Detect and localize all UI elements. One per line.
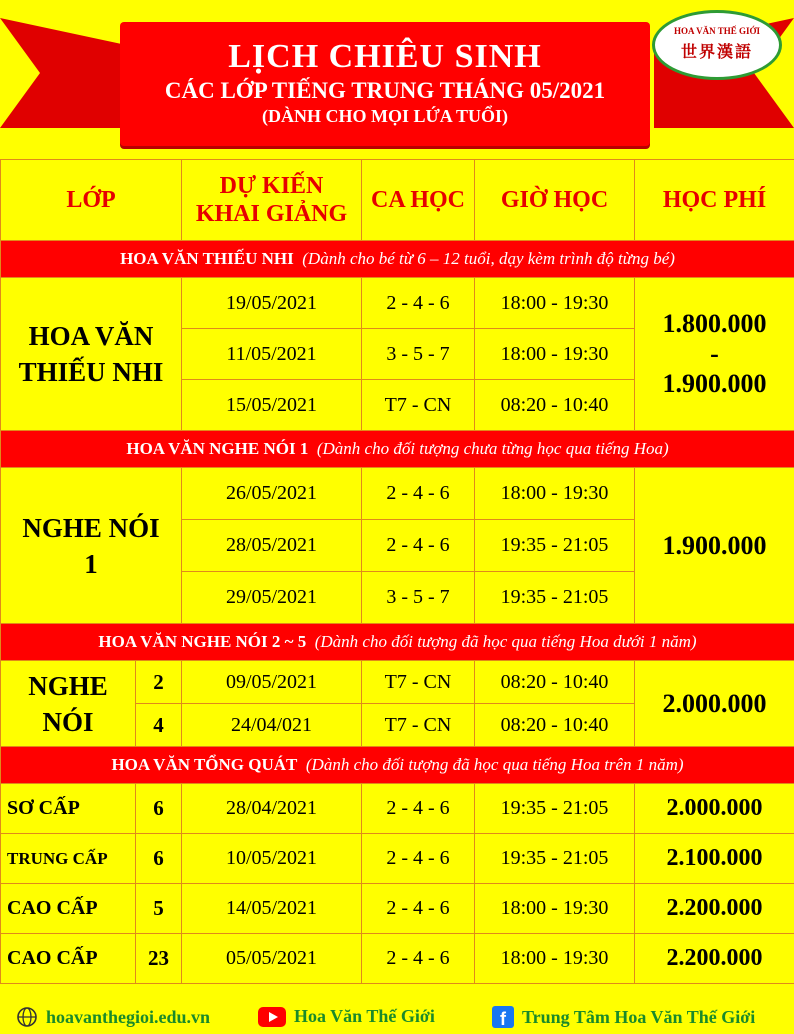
table-cell: NGHE NÓI: [22, 512, 160, 543]
table-cell: HOA VĂN THẾ GIỚI: [674, 26, 760, 36]
table-header-row: [1, 160, 794, 241]
facebook-icon: [492, 1006, 514, 1028]
table-cell: 2.200.000: [635, 934, 794, 984]
table-cell: 2 - 4 - 6: [362, 278, 475, 329]
table-cell: 28/05/2021: [182, 520, 362, 572]
table-cell: 15/05/2021: [182, 380, 362, 431]
header: [0, 0, 794, 160]
table-cell: hoavanthegioi.edu.vn: [46, 1006, 211, 1027]
table-cell: 4: [136, 704, 182, 747]
footer-facebook[interactable]: [492, 1006, 755, 1028]
table-row: [1, 278, 794, 329]
table-cell: HOA VĂN THIẾU NHI: [120, 249, 294, 268]
col-header-gio-hoc: GIỜ HỌC: [475, 160, 635, 241]
table-cell: 1: [84, 548, 98, 579]
col-header-khai-giang: [182, 160, 362, 241]
col-header-hoc-phi: HỌC PHÍ: [635, 160, 794, 241]
table-row: [1, 784, 794, 834]
footer-website[interactable]: [16, 1006, 210, 1028]
table-row: [1, 934, 794, 984]
col-header-ca-hoc: CA HỌC: [362, 160, 475, 241]
table-cell: 19:35 - 21:05: [475, 520, 635, 572]
table-cell: 世界漢語: [680, 44, 753, 61]
section-header: [1, 431, 794, 468]
section-header: [1, 241, 794, 278]
footer: [0, 998, 794, 1034]
table-cell: 2.000.000: [635, 784, 794, 834]
table-cell: 19:35 - 21:05: [475, 784, 635, 834]
table-cell: 10/05/2021: [182, 834, 362, 884]
table-row: [1, 834, 794, 884]
table-cell: 2: [136, 661, 182, 704]
table-cell: 09/05/2021: [182, 661, 362, 704]
fee: [635, 278, 794, 431]
table-cell: NGHE: [28, 670, 108, 701]
table-cell: THIẾU NHI: [18, 357, 164, 387]
globe-icon: [16, 1006, 38, 1028]
table-cell: KHAI GIẢNG: [195, 201, 348, 227]
table-row: [1, 468, 794, 520]
table-cell: 6: [136, 834, 182, 884]
table-cell: 18:00 - 19:30: [475, 934, 635, 984]
table-cell: 2 - 4 - 6: [362, 784, 475, 834]
table-cell: 2 - 4 - 6: [362, 468, 475, 520]
table-cell: (Dành cho đối tượng đã học qua tiếng Hoa dưới 1 năm): [314, 632, 697, 651]
table-cell: 08:20 - 10:40: [475, 704, 635, 747]
table-cell: TRUNG CẤP: [1, 834, 136, 884]
table-cell: 18:00 - 19:30: [475, 329, 635, 380]
table-cell: HOA VĂN NGHE NÓI 2 ~ 5: [98, 632, 307, 651]
table-cell: Trung Tâm Hoa Văn Thế Giới: [522, 1006, 756, 1027]
table-cell: HOA VĂN NGHE NÓI 1: [126, 439, 309, 458]
table-cell: NÓI: [42, 706, 94, 737]
table-cell: DỰ KIẾN: [219, 173, 324, 199]
table-cell: 1.900.000: [662, 369, 767, 398]
table-cell: (Dành cho đối tượng chưa từng học qua tiếng Hoa): [316, 439, 669, 458]
table-cell: -: [710, 339, 719, 368]
class-name: [1, 468, 182, 624]
table-cell: 19:35 - 21:05: [475, 834, 635, 884]
table-cell: 05/05/2021: [182, 934, 362, 984]
table-cell: 3 - 5 - 7: [362, 329, 475, 380]
table-cell: 2 - 4 - 6: [362, 520, 475, 572]
table-cell: 2 - 4 - 6: [362, 934, 475, 984]
page-subtitle-2: (DÀNH CHO MỌI LỨA TUỔI): [261, 106, 508, 126]
fee: 1.900.000: [635, 468, 794, 624]
page-title: LỊCH CHIÊU SINH: [228, 38, 542, 75]
table-cell: 26/05/2021: [182, 468, 362, 520]
table-row: [1, 884, 794, 934]
table-cell: HOA VĂN: [28, 321, 154, 351]
table-cell: 24/04/021: [182, 704, 362, 747]
col-header-lop: LỚP: [1, 160, 182, 241]
table-cell: 5: [136, 884, 182, 934]
title-banner: [120, 22, 650, 146]
table-cell: 3 - 5 - 7: [362, 572, 475, 624]
table-cell: T7 - CN: [362, 661, 475, 704]
table-cell: Hoa Văn Thế Giới: [294, 1006, 435, 1026]
table-cell: 2 - 4 - 6: [362, 834, 475, 884]
table-cell: 23: [136, 934, 182, 984]
table-cell: CAO CẤP: [1, 884, 136, 934]
table-cell: 08:20 - 10:40: [475, 661, 635, 704]
class-name: [1, 661, 136, 747]
table-cell: 2.200.000: [635, 884, 794, 934]
table-cell: 18:00 - 19:30: [475, 468, 635, 520]
logo: [652, 10, 782, 80]
table-cell: 19/05/2021: [182, 278, 362, 329]
page-subtitle: CÁC LỚP TIẾNG TRUNG THÁNG 05/2021: [164, 78, 606, 103]
table-cell: 19:35 - 21:05: [475, 572, 635, 624]
table-cell: SƠ CẤP: [1, 784, 136, 834]
table-cell: (Dành cho bé từ 6 – 12 tuổi, dạy kèm trình độ từng bé): [302, 249, 675, 268]
table-cell: 28/04/2021: [182, 784, 362, 834]
table-cell: 6: [136, 784, 182, 834]
table-cell: 11/05/2021: [182, 329, 362, 380]
schedule-table: [0, 159, 794, 984]
table-row: [1, 661, 794, 704]
svg-text:f: f: [500, 1009, 506, 1028]
table-cell: 29/05/2021: [182, 572, 362, 624]
table-cell: 2 - 4 - 6: [362, 884, 475, 934]
table-cell: HOA VĂN TỔNG QUÁT: [111, 755, 298, 774]
table-cell: 2.100.000: [635, 834, 794, 884]
table-cell: (Dành cho đối tượng đã học qua tiếng Hoa trên 1 năm): [305, 755, 684, 774]
section-header: [1, 624, 794, 661]
youtube-icon: [258, 1007, 286, 1027]
footer-youtube[interactable]: [258, 1006, 435, 1027]
class-name: [1, 278, 182, 431]
table-cell: 18:00 - 19:30: [475, 884, 635, 934]
table-cell: 08:20 - 10:40: [475, 380, 635, 431]
table-cell: T7 - CN: [362, 380, 475, 431]
section-header: [1, 747, 794, 784]
table-cell: 18:00 - 19:30: [475, 278, 635, 329]
table-cell: 14/05/2021: [182, 884, 362, 934]
table-cell: CAO CẤP: [1, 934, 136, 984]
table-cell: T7 - CN: [362, 704, 475, 747]
fee: 2.000.000: [635, 661, 794, 747]
table-cell: 1.800.000: [662, 309, 767, 338]
